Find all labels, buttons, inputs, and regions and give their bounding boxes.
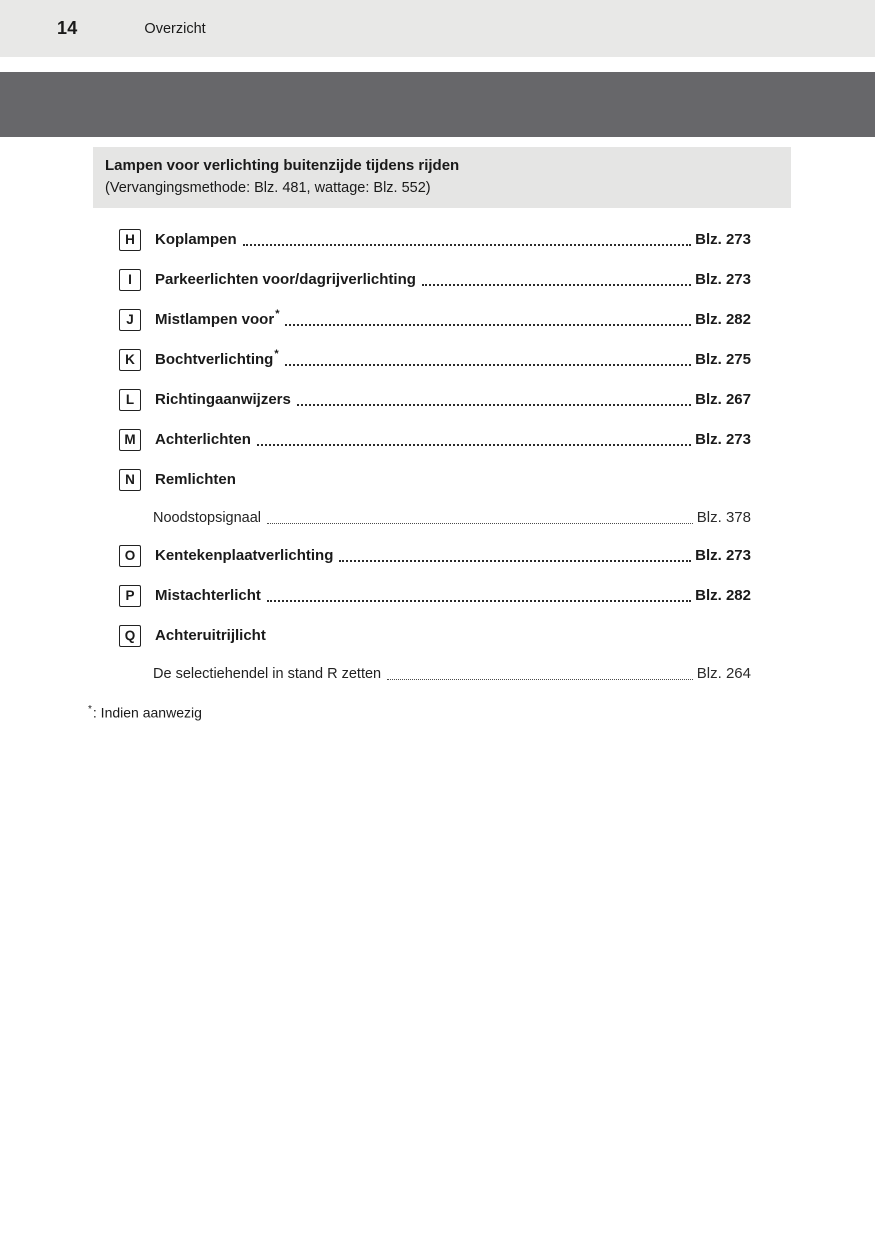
item-label: Remlichten [155, 471, 236, 489]
dot-leader [387, 666, 693, 680]
footnote-marker: * [275, 307, 280, 320]
dot-leader [257, 431, 691, 446]
page-ref: Blz. 282 [695, 311, 751, 329]
item-label: Mistlampen voor [155, 311, 275, 329]
page-ref: Blz. 378 [696, 509, 751, 527]
page-ref: Blz. 273 [695, 431, 751, 449]
item-label: Kentekenplaatverlichting [155, 547, 334, 565]
page-ref: Blz. 275 [695, 351, 751, 369]
dot-leader [297, 391, 691, 406]
dot-leader [267, 587, 691, 602]
topic-title: Lampen voor verlichting buitenzijde tijdens rijden [105, 157, 460, 174]
letter-box: H [119, 229, 141, 251]
letter-box: P [119, 585, 141, 607]
list-item [119, 340, 751, 380]
sub-item-label: Noodstopsignaal [153, 509, 262, 526]
page-ref: Blz. 273 [695, 231, 751, 249]
letter-box: L [119, 389, 141, 411]
footnote-marker: * [88, 703, 92, 715]
list-item [119, 460, 751, 500]
letter-box: Q [119, 625, 141, 647]
page-number: 14 [57, 18, 78, 38]
page-ref: Blz. 273 [695, 547, 751, 565]
dot-leader [339, 547, 691, 562]
item-label: Achteruitrijlicht [155, 627, 266, 645]
item-label: Achterlichten [155, 431, 251, 449]
dot-leader [285, 351, 691, 366]
letter-box: M [119, 429, 141, 451]
dot-leader [267, 510, 693, 524]
list-item [119, 576, 751, 616]
letter-box: J [119, 309, 141, 331]
item-label: Koplampen [155, 231, 237, 249]
footnote-text: : Indien aanwezig [92, 704, 202, 721]
list-item [119, 300, 751, 340]
page-ref: Blz. 282 [695, 587, 751, 605]
page-ref: Blz. 264 [696, 665, 751, 683]
page-ref: Blz. 267 [695, 391, 751, 409]
dot-leader [285, 311, 691, 326]
dot-leader [422, 271, 691, 286]
page-header [0, 0, 875, 57]
list-item [119, 220, 751, 260]
item-label: Bochtverlichting [155, 351, 274, 369]
list-item [119, 420, 751, 460]
footnote [88, 704, 875, 721]
dot-leader [243, 231, 691, 246]
sub-list-item [153, 500, 751, 536]
letter-box: I [119, 269, 141, 291]
letter-box: O [119, 545, 141, 567]
sub-list-item [153, 656, 751, 692]
page-ref: Blz. 273 [695, 271, 751, 289]
sub-item-label: De selectiehendel in stand R zetten [153, 665, 382, 682]
section-title: Overzicht [144, 20, 206, 37]
item-label: Richtingaanwijzers [155, 391, 291, 409]
letter-box: K [119, 349, 141, 371]
list-item [119, 380, 751, 420]
list-item [119, 616, 751, 656]
lighting-list [119, 220, 751, 692]
footnote-marker: * [274, 347, 279, 360]
letter-box: N [119, 469, 141, 491]
chapter-band [0, 72, 875, 137]
topic-subtitle: (Vervangingsmethode: Blz. 481, wattage: Blz. 552) [105, 179, 431, 196]
list-item [119, 260, 751, 300]
topic-panel [93, 147, 791, 208]
item-label: Parkeerlichten voor/dagrijverlichting [155, 271, 416, 289]
list-item [119, 536, 751, 576]
item-label: Mistachterlicht [155, 587, 261, 605]
